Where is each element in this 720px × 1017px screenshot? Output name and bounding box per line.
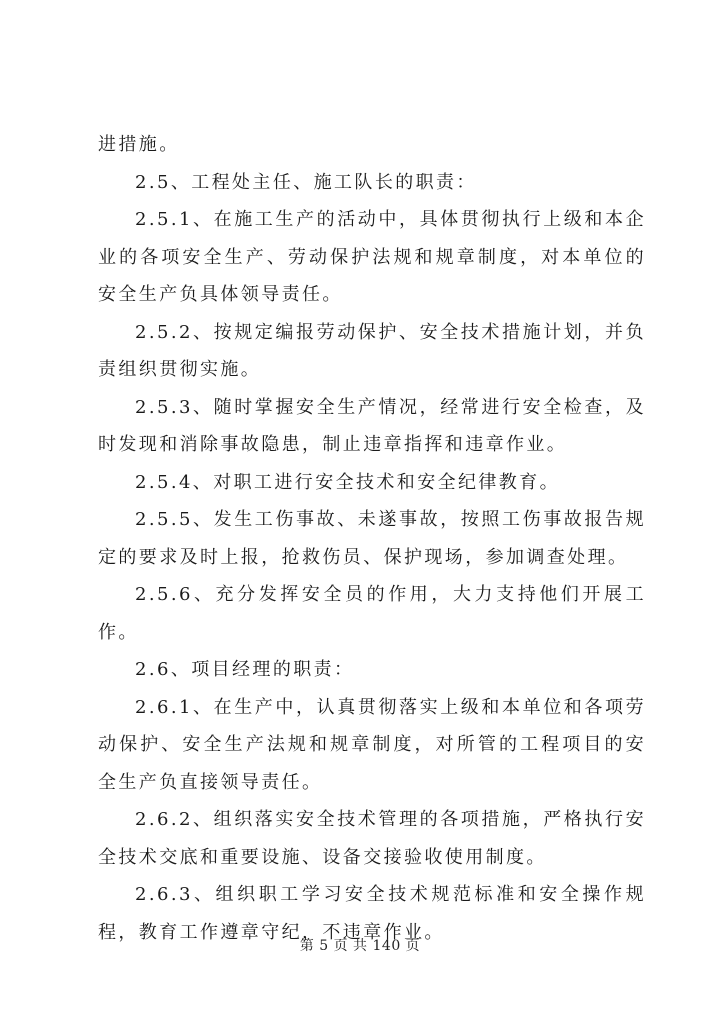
- paragraph: 2.6.1、在生产中，认真贯彻落实上级和本单位和各项劳动保护、安全生产法规和规章制度，对所管的工程项目的安全生产负直接领导责任。: [98, 696, 646, 793]
- paragraph: 2.5.6、充分发挥安全员的作用，大力支持他们开展工作。: [98, 584, 646, 643]
- body-text: [98, 126, 646, 951]
- paragraph: 2.5.1、在施工生产的活动中，具体贯彻执行上级和本企业的各项安全生产、劳动保护法规和规章制度，对本单位的安全生产负具体领导责任。: [98, 209, 646, 305]
- paragraph: 2.6.2、组织落实安全技术管理的各项措施，严格执行安全技术交底和重要设施、设备交接验收使用制度。: [98, 809, 646, 868]
- paragraph: 2.5.5、发生工伤事故、未遂事故，按照工伤事故报告规定的要求及时上报，抢救伤员、保护现场，参加调查处理。: [98, 509, 646, 568]
- paragraph: 2.6.3、组织职工学习安全技术规范标准和安全操作规程，教育工作遵章守纪，不违章作业。: [98, 884, 646, 943]
- section-heading: 2.5、工程处主任、施工队长的职责：: [135, 171, 477, 193]
- page-number-footer: 第 5 页 共 140 页: [299, 938, 421, 954]
- paragraph: 2.5.3、随时掌握安全生产情况，经常进行安全检查，及时发现和消除事故隐患，制止违章指挥和违章作业。: [98, 396, 646, 455]
- paragraph: 2.5.2、按规定编报劳动保护、安全技术措施计划，并负责组织贯彻实施。: [98, 321, 646, 380]
- section-heading: 2.6、项目经理的职责：: [135, 659, 355, 680]
- paragraph: 2.5.4、对职工进行安全技术和安全纪律教育。: [135, 471, 560, 493]
- paragraph: 进措施。: [98, 134, 180, 155]
